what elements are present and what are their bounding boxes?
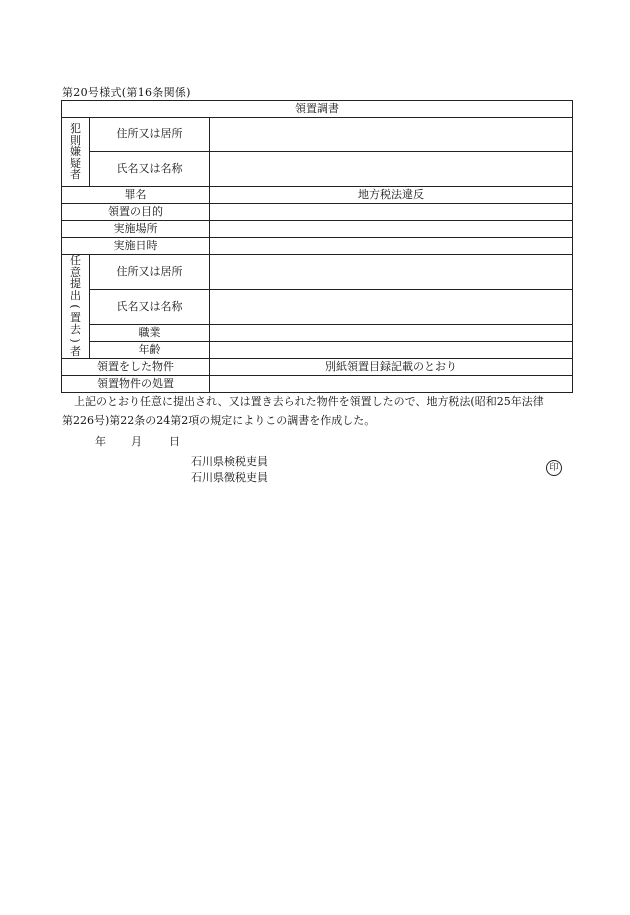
seal-mark: 印 (546, 460, 562, 476)
date-month: 月 (131, 435, 142, 448)
provider-group-label-char: 置 (70, 311, 81, 325)
items-value: 別紙領置目録記載のとおり (210, 359, 573, 376)
provider-group-label-char: 提 (70, 277, 81, 291)
datetime-field[interactable] (210, 238, 573, 255)
suspect-group-label (62, 118, 90, 187)
officer-title-collection: 石川県徴税吏員 (191, 471, 268, 484)
provider-name-label: 氏名又は名称 (90, 290, 210, 325)
provider-group-label-char: ) (68, 338, 82, 344)
provider-name-field[interactable] (210, 290, 573, 325)
statement-line-1: 上記のとおり任意に提出され、又は置き去られた物件を領置したので、地方税法(昭和25年法律 (74, 395, 544, 408)
suspect-group-label-char: 則 (70, 133, 81, 147)
age-field[interactable] (210, 342, 573, 359)
occupation-label: 職業 (90, 325, 210, 342)
suspect-group-label-char: 者 (70, 168, 81, 182)
statement-text (62, 392, 574, 430)
age-label: 年齢 (90, 342, 210, 359)
provider-group-label-char: 任 (70, 254, 81, 268)
date-year: 年 (95, 435, 106, 448)
purpose-field[interactable] (210, 204, 573, 221)
provider-address-label: 住所又は居所 (90, 255, 210, 290)
disposal-label: 領置物件の処置 (62, 376, 210, 393)
datetime-label: 実施日時 (62, 238, 210, 255)
provider-group-label-char: 者 (70, 345, 81, 359)
provider-group-label-char: ( (68, 304, 82, 309)
provider-address-field[interactable] (210, 255, 573, 290)
seizure-record-table (61, 100, 573, 393)
statement-line-2: 第226号)第22条の24第2項の規定によりこの調書を作成した。 (62, 414, 376, 427)
suspect-group-label-char: 疑 (70, 156, 81, 170)
crime-label: 罪名 (62, 187, 210, 204)
suspect-name-field[interactable] (210, 152, 573, 187)
provider-group-label-char: 意 (70, 265, 81, 279)
place-field[interactable] (210, 221, 573, 238)
provider-group-label (62, 255, 90, 359)
purpose-label: 領置の目的 (62, 204, 210, 221)
items-label: 領置をした物件 (62, 359, 210, 376)
date-day: 日 (169, 435, 180, 448)
officer-title-inspection: 石川県検税吏員 (191, 455, 268, 468)
form-title: 領置調書 (62, 101, 573, 118)
disposal-field[interactable] (210, 376, 573, 393)
form-number: 第20号様式(第16条関係) (62, 86, 191, 99)
occupation-field[interactable] (210, 325, 573, 342)
suspect-address-field[interactable] (210, 118, 573, 152)
provider-group-label-char: 去 (70, 322, 81, 336)
suspect-name-label: 氏名又は名称 (90, 152, 210, 187)
suspect-address-label: 住所又は居所 (90, 118, 210, 152)
suspect-group-label-char: 犯 (70, 122, 81, 136)
place-label: 実施場所 (62, 221, 210, 238)
provider-group-label-char: 出 (70, 288, 81, 302)
crime-value: 地方税法違反 (210, 187, 573, 204)
suspect-group-label-char: 嫌 (70, 145, 81, 159)
